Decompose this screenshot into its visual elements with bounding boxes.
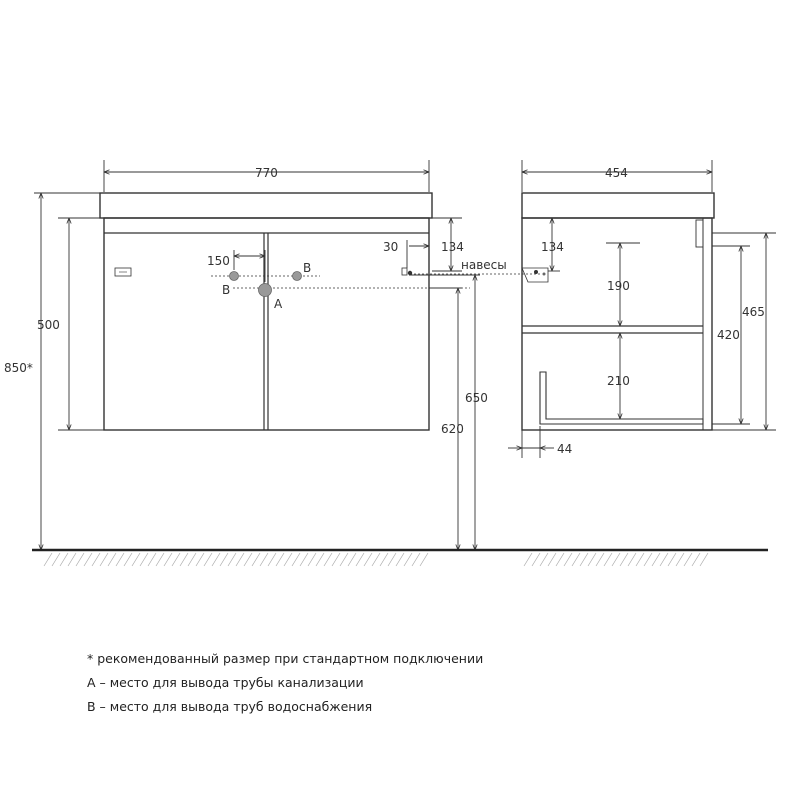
hatch-mark bbox=[540, 553, 548, 566]
hatch-mark bbox=[676, 553, 684, 566]
hatch-mark bbox=[196, 553, 204, 566]
dim-body-height: 500 bbox=[37, 318, 60, 332]
hatch-mark bbox=[44, 553, 52, 566]
dim-total-width: 770 bbox=[255, 166, 278, 180]
dim-side-top-offset: 134 bbox=[541, 240, 564, 254]
side-dimensions bbox=[508, 160, 776, 458]
hatch-mark bbox=[124, 553, 132, 566]
hatch-mark bbox=[604, 553, 612, 566]
hatch-mark bbox=[572, 553, 580, 566]
hatch-mark bbox=[388, 553, 396, 566]
hatch-mark bbox=[228, 553, 236, 566]
hatch-mark bbox=[620, 553, 628, 566]
hatch-mark bbox=[92, 553, 100, 566]
dim-drain-height: 620 bbox=[441, 422, 464, 436]
side-hanger-bracket bbox=[696, 220, 703, 247]
hatch-mark bbox=[556, 553, 564, 566]
hatch-mark bbox=[148, 553, 156, 566]
hatch-mark bbox=[372, 553, 380, 566]
hatch-mark bbox=[220, 553, 228, 566]
hatch-mark bbox=[276, 553, 284, 566]
dim-total-height: 850* bbox=[4, 361, 33, 375]
hatch-mark bbox=[212, 553, 220, 566]
hatch-mark bbox=[524, 553, 532, 566]
dim-side-wall-panel: 465 bbox=[742, 305, 765, 319]
marker-drain: A bbox=[274, 297, 283, 311]
side-view bbox=[522, 193, 714, 430]
hatch-mark bbox=[612, 553, 620, 566]
dim-side-lower-shelf: 210 bbox=[607, 374, 630, 388]
hatch-mark bbox=[236, 553, 244, 566]
hatch-mark bbox=[412, 553, 420, 566]
hatch-mark bbox=[164, 553, 172, 566]
front-hanger bbox=[402, 268, 407, 275]
hatch-mark bbox=[684, 553, 692, 566]
hatch-mark bbox=[68, 553, 76, 566]
note-recommended-size: * рекомендованный размер при стандартном подключении bbox=[87, 651, 484, 666]
marker-water-right: B bbox=[303, 261, 312, 275]
water-inlet-right-marker bbox=[293, 272, 302, 281]
hatch-mark bbox=[140, 553, 148, 566]
hatch-mark bbox=[644, 553, 652, 566]
dim-side-body-height: 420 bbox=[717, 328, 740, 342]
hatch-mark bbox=[420, 553, 428, 566]
note-drain-location: А – место для вывода трубы канализации bbox=[87, 675, 364, 690]
hatch-mark bbox=[580, 553, 588, 566]
hatch-mark bbox=[340, 553, 348, 566]
hatch-mark bbox=[548, 553, 556, 566]
drain-marker bbox=[259, 284, 272, 297]
hatch-mark bbox=[300, 553, 308, 566]
hatch-mark bbox=[180, 553, 188, 566]
ground-hatch-side bbox=[524, 553, 708, 566]
notes-list bbox=[87, 650, 483, 722]
dim-hanger-height: 650 bbox=[465, 391, 488, 405]
hatch-mark bbox=[668, 553, 676, 566]
hatch-mark bbox=[564, 553, 572, 566]
hatch-mark bbox=[692, 553, 700, 566]
hatch-mark bbox=[284, 553, 292, 566]
hatch-mark bbox=[252, 553, 260, 566]
dim-side-leg-offset: 44 bbox=[557, 442, 573, 456]
ground-hatch-front bbox=[44, 553, 428, 566]
dim-offset-134: 134 bbox=[441, 240, 464, 254]
hatch-mark bbox=[188, 553, 196, 566]
hatch-mark bbox=[596, 553, 604, 566]
hatch-mark bbox=[532, 553, 540, 566]
hatch-mark bbox=[324, 553, 332, 566]
hatch-mark bbox=[660, 553, 668, 566]
hatch-mark bbox=[628, 553, 636, 566]
hatch-mark bbox=[396, 553, 404, 566]
hatch-mark bbox=[404, 553, 412, 566]
hatch-mark bbox=[84, 553, 92, 566]
hatch-mark bbox=[116, 553, 124, 566]
hatch-mark bbox=[108, 553, 116, 566]
note-water-location: В – место для вывода труб водоснабжения bbox=[87, 699, 373, 714]
hatch-mark bbox=[700, 553, 708, 566]
hatch-mark bbox=[636, 553, 644, 566]
hatch-mark bbox=[292, 553, 300, 566]
hatch-mark bbox=[316, 553, 324, 566]
hatch-mark bbox=[156, 553, 164, 566]
front-countertop bbox=[100, 193, 432, 218]
hangers-label: навесы bbox=[461, 258, 507, 272]
hatch-mark bbox=[364, 553, 372, 566]
hatch-mark bbox=[268, 553, 276, 566]
hatch-mark bbox=[260, 553, 268, 566]
hatch-mark bbox=[244, 553, 252, 566]
hatch-mark bbox=[380, 553, 388, 566]
dim-offset-30: 30 bbox=[383, 240, 399, 254]
dim-side-upper-shelf: 190 bbox=[607, 279, 630, 293]
front-cabinet-body bbox=[104, 218, 429, 430]
hatch-mark bbox=[356, 553, 364, 566]
front-view bbox=[100, 193, 432, 430]
hatch-mark bbox=[172, 553, 180, 566]
hatch-mark bbox=[588, 553, 596, 566]
marker-water-left: B bbox=[222, 283, 231, 297]
hatch-mark bbox=[652, 553, 660, 566]
side-countertop bbox=[522, 193, 714, 218]
hatch-mark bbox=[100, 553, 108, 566]
dim-pipe-spacing: 150 bbox=[207, 254, 230, 268]
water-inlet-left-marker bbox=[230, 272, 239, 281]
hatch-mark bbox=[204, 553, 212, 566]
hatch-mark bbox=[52, 553, 60, 566]
dim-side-depth: 454 bbox=[605, 166, 628, 180]
hatch-mark bbox=[60, 553, 68, 566]
hatch-mark bbox=[332, 553, 340, 566]
hatch-mark bbox=[76, 553, 84, 566]
hatch-mark bbox=[132, 553, 140, 566]
hatch-mark bbox=[308, 553, 316, 566]
hatch-mark bbox=[348, 553, 356, 566]
